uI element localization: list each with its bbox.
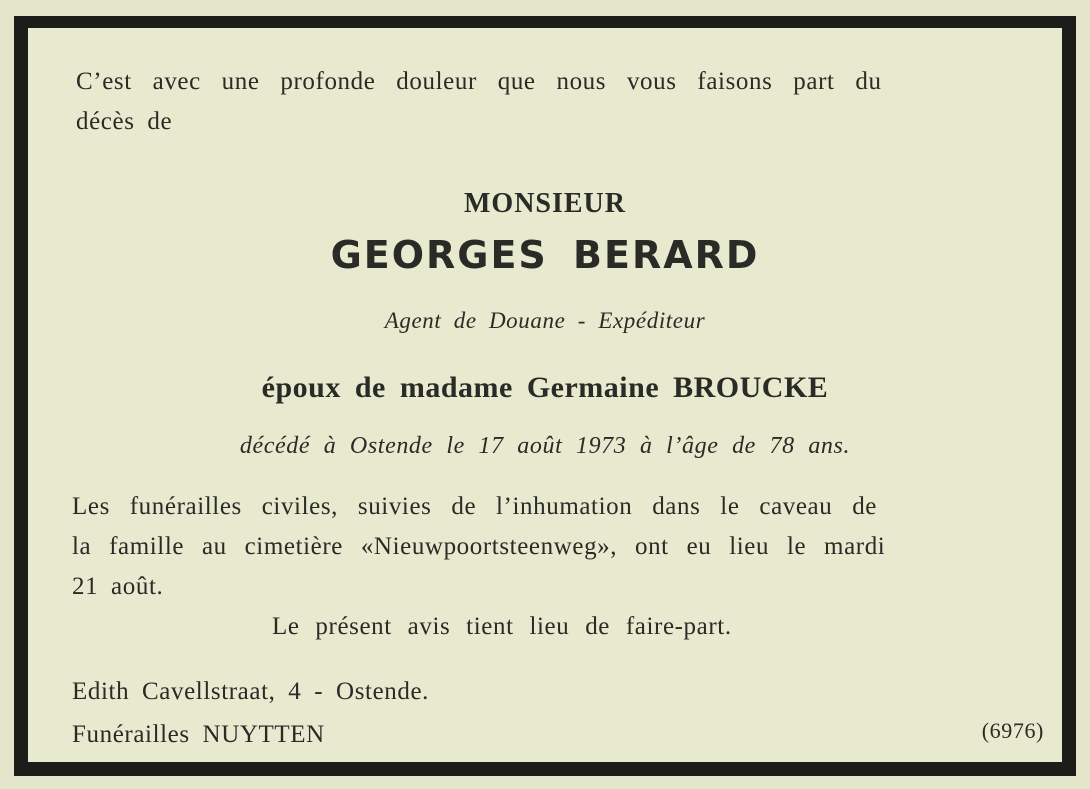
funeral-line-2: la famille au cimetière «Nieuwpoortsteenweg», ont eu lieu le mardi <box>72 533 886 560</box>
profession: Agent de Douane - Expéditeur <box>384 308 706 333</box>
funeral-line-3: 21 août. <box>72 573 164 600</box>
spouse-line: époux de madame Germaine BROUCKE <box>261 371 829 404</box>
funeral-home: Funérailles NUYTTEN <box>72 721 325 748</box>
honorific: MONSIEUR <box>463 188 626 219</box>
reference-number: (6976) <box>981 718 1044 743</box>
deceased-name: GEORGES BERARD <box>330 233 760 277</box>
address: Edith Cavellstraat, 4 - Ostende. <box>72 678 430 705</box>
intro-line-2: décès de <box>76 108 173 135</box>
death-notice-frame <box>14 16 1076 776</box>
intro-line-1: C’est avec une profonde douleur que nous vous faisons part du <box>76 68 882 95</box>
funeral-line-1: Les funérailles civiles, suivies de l’inhumation dans le caveau de <box>72 493 878 520</box>
notice-statement: Le présent avis tient lieu de faire-part. <box>272 613 732 640</box>
death-details: décédé à Ostende le 17 août 1973 à l’âge de 78 ans. <box>239 433 851 459</box>
